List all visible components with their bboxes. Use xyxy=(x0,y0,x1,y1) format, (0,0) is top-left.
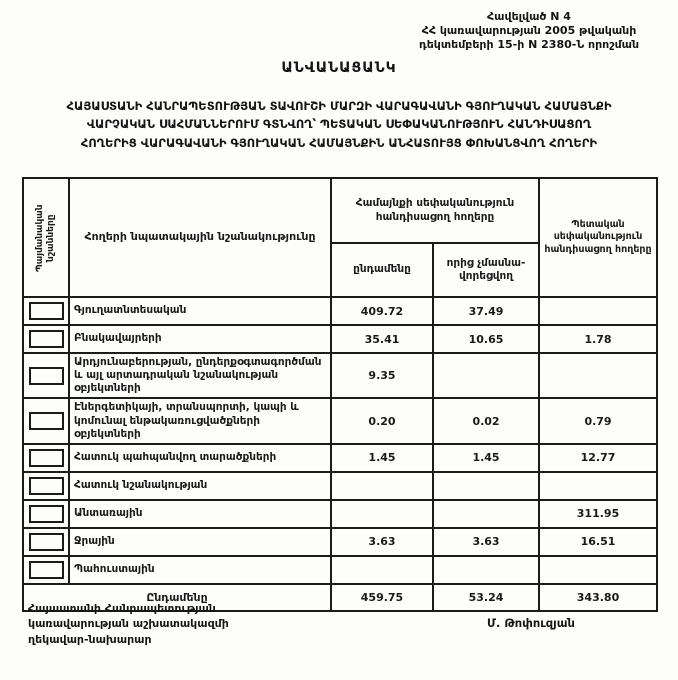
table-row xyxy=(23,353,657,398)
non-privatized-cell xyxy=(433,556,539,584)
state-lands-cell: 1.78 xyxy=(539,325,657,353)
table-row xyxy=(23,500,657,528)
header-non-privatized xyxy=(433,243,539,297)
community-total-cell xyxy=(331,556,433,584)
non-privatized-cell: 10.65 xyxy=(433,325,539,353)
land-purpose-cell: Հատուկ պահպանվող տարածքների xyxy=(69,444,331,472)
land-table xyxy=(22,177,658,612)
subtitle-line: ՀԱՅԱՍՏԱՆԻ ՀԱՆՐԱՊԵՏՈՒԹՅԱՆ ՏԱՎՈՒՇԻ ՄԱՐԶԻ ՎԱՐԱԳԱՎԱՆԻ ԳՅՈՒՂԱԿԱՆ ՀԱՄԱՅՆՔԻ xyxy=(66,99,612,113)
legend-box xyxy=(29,302,64,320)
legend-box xyxy=(29,330,64,348)
land-purpose-cell: Պահուստային xyxy=(69,556,331,584)
legend-cell xyxy=(23,398,69,443)
non-privatized-cell xyxy=(433,472,539,500)
legend-cell xyxy=(23,528,69,556)
header-non-privatized-line: որից չմասնա- xyxy=(446,256,526,269)
total-community-cell: 459.75 xyxy=(331,584,433,611)
land-purpose-cell: Բնակավայրերի xyxy=(69,325,331,353)
land-purpose-cell: Էներգետիկայի, տրանսպորտի, կապի և կոմունալ ենթակառուցվածքների օբյեկտների xyxy=(69,398,331,443)
legend-cell xyxy=(23,325,69,353)
non-privatized-cell: 1.45 xyxy=(433,444,539,472)
annex-reference xyxy=(386,10,672,51)
community-total-cell: 9.35 xyxy=(331,353,433,398)
legend-cell xyxy=(23,297,69,325)
document-subtitle xyxy=(4,97,674,152)
state-lands-cell: 12.77 xyxy=(539,444,657,472)
legend-box xyxy=(29,505,64,523)
state-lands-cell: 16.51 xyxy=(539,528,657,556)
signatory-line: Հայաստանի Հանրապետության xyxy=(28,602,216,615)
legend-cell xyxy=(23,353,69,398)
header-legend xyxy=(23,178,69,297)
land-purpose-cell: Անտառային xyxy=(69,500,331,528)
header-community-total: ընդամենը xyxy=(331,243,433,297)
subtitle-line: ՎԱՐՉԱԿԱՆ ՍԱՀՄԱՆՆԵՐՈՒՄ ԳՏՆՎՈՂ՝ ՊԵՏԱԿԱՆ ՍԵՓԱԿԱՆՈՒԹՅՈՒՆ ՀԱՆԴԻՍԱՑՈՂ xyxy=(86,117,592,132)
signatory-title-block xyxy=(28,601,229,647)
non-privatized-cell xyxy=(433,353,539,398)
table-header-row-1 xyxy=(23,178,657,243)
total-label-cell: Ընդամենը xyxy=(23,584,331,611)
state-lands-cell xyxy=(539,297,657,325)
signatory-name: Մ. Թոփուզյան xyxy=(487,616,575,630)
community-total-cell: 1.45 xyxy=(331,444,433,472)
legend-box xyxy=(29,367,64,385)
legend-box xyxy=(29,449,64,467)
table-row xyxy=(23,444,657,472)
annex-line: ՀՀ կառավարության 2005 թվականի xyxy=(421,23,637,37)
state-lands-cell xyxy=(539,472,657,500)
page-title: ԱՆՎԱՆԱՑԱՆԿ xyxy=(281,60,397,76)
table-row xyxy=(23,528,657,556)
table-row xyxy=(23,398,657,443)
header-land-purpose: Հողերի նպատակային նշանակությունը xyxy=(69,178,331,297)
table-row xyxy=(23,325,657,353)
signatory-line: ղեկավար-նախարար xyxy=(28,632,152,646)
state-lands-cell: 0.79 xyxy=(539,398,657,443)
land-purpose-cell: Հատուկ նշանակության xyxy=(69,472,331,500)
legend-box xyxy=(29,533,64,551)
header-state-lands: Պետական սեփականություն հանդիսացող հողերը xyxy=(539,178,657,297)
header-community-group: Համայնքի սեփականություն հանդիսացող հողերը xyxy=(331,178,539,243)
table-row xyxy=(23,297,657,325)
land-purpose-cell: Արդյունաբերության, ընդերքօգտագործման և այլ արտադրական նշանակության օբյեկտների xyxy=(69,353,331,398)
state-lands-cell xyxy=(539,353,657,398)
table-body xyxy=(23,297,657,584)
community-total-cell: 0.20 xyxy=(331,398,433,443)
legend-cell xyxy=(23,500,69,528)
header-non-privatized-line: վորեցվող xyxy=(459,270,513,283)
legend-cell xyxy=(23,556,69,584)
state-lands-cell: 311.95 xyxy=(539,500,657,528)
legend-box xyxy=(29,561,64,579)
table-row xyxy=(23,556,657,584)
legend-box xyxy=(29,412,64,430)
table-row xyxy=(23,472,657,500)
legend-box xyxy=(29,477,64,495)
community-total-cell: 409.72 xyxy=(331,297,433,325)
header-legend-label: Պայմանական նշանները xyxy=(35,203,56,272)
non-privatized-cell: 0.02 xyxy=(433,398,539,443)
annex-line: դեկտեմբերի 15-ի N 2380-Ն որոշման xyxy=(418,37,640,51)
non-privatized-cell: 3.63 xyxy=(433,528,539,556)
land-purpose-cell: Գյուղատնտեսական xyxy=(69,297,331,325)
subtitle-line: ՀՈՂԵՐԻՑ ՎԱՐԱԳԱՎԱՆԻ ԳՅՈՒՂԱԿԱՆ ՀԱՄԱՅՆՔԻՆ ԱՆՀԱՏՈՒՅՑ ՓՈԽԱՆՑՎՈՂ ՀՈՂԵՐԻ xyxy=(80,135,598,150)
annex-line: Հավելված N 4 xyxy=(487,10,571,23)
total-state-cell: 343.80 xyxy=(539,584,657,611)
non-privatized-cell xyxy=(433,500,539,528)
signatory-line: կառավարության աշխատակազմի xyxy=(28,617,229,631)
community-total-cell: 35.41 xyxy=(331,325,433,353)
community-total-cell xyxy=(331,500,433,528)
legend-cell xyxy=(23,472,69,500)
community-total-cell xyxy=(331,472,433,500)
non-privatized-cell: 37.49 xyxy=(433,297,539,325)
legend-cell xyxy=(23,444,69,472)
land-purpose-cell: Ջրային xyxy=(69,528,331,556)
community-total-cell: 3.63 xyxy=(331,528,433,556)
total-non-privatized-cell: 53.24 xyxy=(433,584,539,611)
state-lands-cell xyxy=(539,556,657,584)
